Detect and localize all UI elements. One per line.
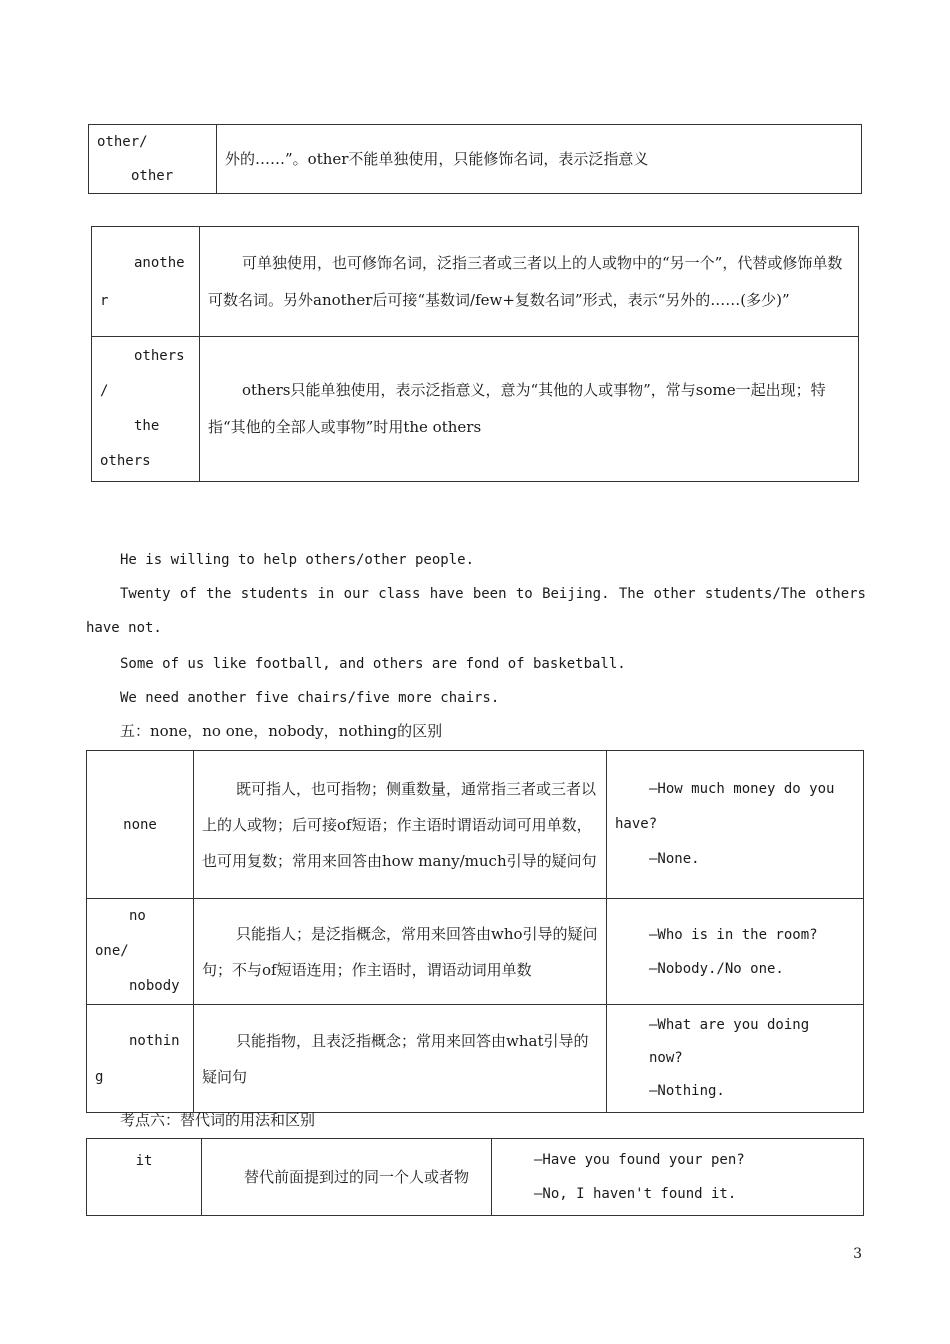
usage-text: others只能单独使用，表示泛指意义，意为“其他的人或事物”，常与some一起出现；特指“其他的全部人或事物”时用the others (208, 381, 826, 436)
usage-cell (200, 227, 859, 337)
word-cell (92, 337, 200, 482)
word-line: other/ (97, 134, 148, 150)
page-number: 3 (853, 1246, 862, 1262)
word-line: / (100, 383, 109, 399)
table-none-nobody-nothing (86, 750, 864, 1113)
table-row (87, 899, 864, 1005)
word-line: nobody (129, 978, 180, 994)
usage-cell (202, 1139, 492, 1216)
usage-cell (200, 337, 859, 482)
table-row (92, 227, 859, 337)
word-line: one/ (95, 943, 129, 959)
example-line: —How much money do you have? (615, 781, 835, 832)
usage-text: 只能指物，且表泛指概念；常用来回答由what引导的疑问句 (202, 1031, 589, 1086)
usage-text: 只能指人；是泛指概念，常用来回答由who引导的疑问句；不与of短语连用；作主语时，谓语动词用单数 (202, 924, 598, 979)
word-cell (87, 1139, 202, 1216)
example-line: —What are you doing now? (649, 1017, 810, 1066)
table-row (92, 337, 859, 482)
table-row (87, 1005, 864, 1113)
word-line: others (100, 453, 151, 469)
usage-text: 替代前面提到过的同一个人或者物 (244, 1168, 470, 1186)
example-cell (607, 751, 864, 899)
word-text: none (123, 816, 157, 833)
table-row (89, 125, 862, 194)
usage-cell (194, 1005, 607, 1113)
section-heading: 五：none，no one，nobody，nothing的区别 (120, 722, 443, 740)
table-other (88, 124, 862, 194)
table-another-others (91, 226, 859, 482)
word-cell (87, 1005, 194, 1113)
usage-text: 既可指人，也可指物；侧重数量，通常指三者或三者以上的人或物；后可接of短语；作主语时谓语动词可用单数，也可用复数；常用来回答由how many/much引导的疑问句 (202, 779, 597, 870)
table-substitute-words (86, 1138, 864, 1216)
word-line: anothe (134, 254, 185, 271)
example-cell (607, 899, 864, 1005)
usage-cell (217, 125, 862, 194)
word-line: r (100, 292, 109, 309)
example-cell (492, 1139, 864, 1216)
example-line: —Nobody./No one. (649, 960, 784, 977)
example-line: —Who is in the room? (649, 926, 818, 943)
word-line: the (134, 418, 160, 434)
usage-cell (194, 899, 607, 1005)
usage-text: 外的……”。other不能单独使用，只能修饰名词，表示泛指意义 (225, 150, 649, 168)
example-line: —Nothing. (649, 1083, 725, 1099)
usage-text: 可单独使用，也可修饰名词，泛指三者或三者以上的人或物中的“另一个”，代替或修饰单数可数名词。另外another后可接“基数词/few+复数名词”形式，表示“另外的……(多少)” (208, 253, 843, 309)
word-line: no (129, 908, 146, 924)
word-line: g (95, 1068, 104, 1085)
example-line: —No, I haven't found it. (534, 1186, 737, 1202)
word-line: others (134, 348, 185, 364)
example-line: —None. (649, 851, 700, 867)
word-line: nothin (129, 1032, 180, 1049)
table-row (87, 1139, 864, 1216)
word-text: it (135, 1153, 153, 1169)
section-heading: 考点六：替代词的用法和区别 (120, 1111, 316, 1129)
example-sentence: Twenty of the students in our class have been to Beijing. The other students/The others have not. (86, 586, 866, 636)
word-cell (92, 227, 200, 337)
example-sentence: He is willing to help others/other people. (120, 552, 475, 568)
example-sentence: Some of us like football, and others are fond of basketball. (120, 656, 626, 672)
word-cell (87, 751, 194, 899)
example-sentence: We need another five chairs/five more chairs. (120, 690, 500, 706)
example-line: —Have you found your pen? (534, 1152, 745, 1168)
word-cell (89, 125, 217, 194)
usage-cell (194, 751, 607, 899)
word-line: other (131, 168, 174, 184)
table-row (87, 751, 864, 899)
word-cell (87, 899, 194, 1005)
example-cell (607, 1005, 864, 1113)
